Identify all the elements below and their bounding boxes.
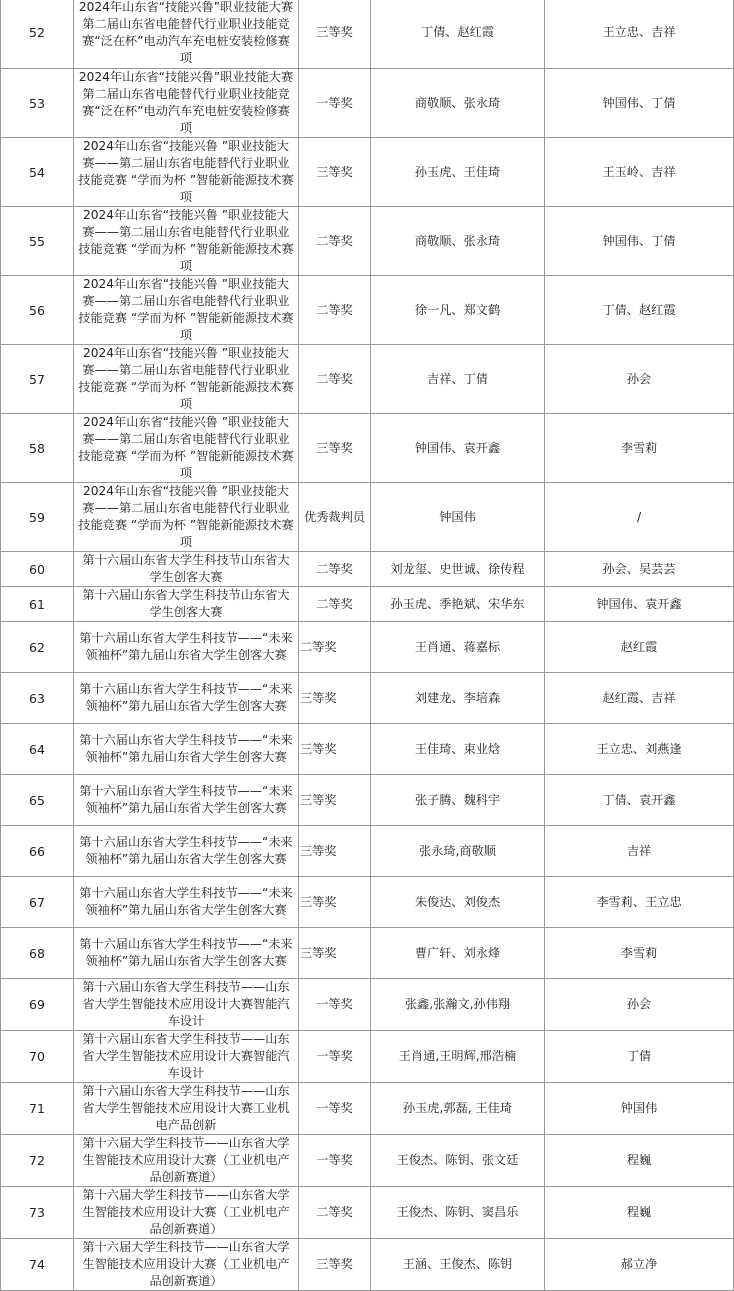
student-names: 刘龙玺、史世诚、徐传程	[371, 552, 545, 587]
advisor-names: 孙会	[545, 345, 734, 414]
table-row	[1, 207, 734, 276]
row-number: 63	[1, 673, 74, 724]
table-row	[1, 826, 734, 877]
competition-name: 第十六届山东省大学生科技节——“未来领袖杯”第九届山东省大学生创客大赛	[74, 724, 299, 775]
competition-name: 第十六届山东省大学生科技节——“未来领袖杯”第九届山东省大学生创客大赛	[74, 775, 299, 826]
competition-name: 第十六届山东省大学生科技节山东省大学生创客大赛	[74, 552, 299, 587]
advisor-names: 丁倩	[545, 1031, 734, 1083]
award-level: 三等奖	[299, 724, 371, 775]
table-row	[1, 1187, 734, 1239]
advisor-names: 赵红霞、吉祥	[545, 673, 734, 724]
student-names: 王涵、王俊杰、陈钥	[371, 1239, 545, 1291]
table-row	[1, 1031, 734, 1083]
table-row	[1, 0, 734, 69]
table-row	[1, 1083, 734, 1135]
competition-name: 第十六届大学生科技节——山东省大学生智能技术应用设计大赛（工业机电产品创新赛道）	[74, 1187, 299, 1239]
student-names: 商敬顺、张永琦	[371, 69, 545, 138]
table-row	[1, 69, 734, 138]
award-level: 一等奖	[299, 1135, 371, 1187]
advisor-names: 李雪莉	[545, 414, 734, 483]
table-row	[1, 673, 734, 724]
award-level: 三等奖	[299, 138, 371, 207]
competition-name: 2024年山东省“技能兴鲁 ”职业技能大赛——第二届山东省电能替代行业职业技能竞赛 “学而为杯 ”智能新能源技术赛项	[74, 138, 299, 207]
row-number: 53	[1, 69, 74, 138]
row-number: 74	[1, 1239, 74, 1291]
competition-name: 2024年山东省“技能兴鲁 ”职业技能大赛——第二届山东省电能替代行业职业技能竞赛 “学而为杯 ”智能新能源技术赛项	[74, 345, 299, 414]
table-row	[1, 483, 734, 552]
advisor-names: 钟国伟、袁开鑫	[545, 587, 734, 622]
competition-name: 第十六届山东省大学生科技节——“未来领袖杯”第九届山东省大学生创客大赛	[74, 928, 299, 979]
advisor-names: 郝立净	[545, 1239, 734, 1291]
advisor-names: 钟国伟	[545, 1083, 734, 1135]
advisor-names: 李雪莉	[545, 928, 734, 979]
advisor-names: 吉祥	[545, 826, 734, 877]
row-number: 68	[1, 928, 74, 979]
row-number: 73	[1, 1187, 74, 1239]
competition-name: 2024年山东省“技能兴鲁 ”职业技能大赛——第二届山东省电能替代行业职业技能竞赛 “学而为杯 ”智能新能源技术赛项	[74, 414, 299, 483]
award-level: 二等奖	[299, 345, 371, 414]
student-names: 钟国伟	[371, 483, 545, 552]
student-names: 张永琦,商敬顺	[371, 826, 545, 877]
award-level: 三等奖	[299, 826, 371, 877]
advisor-names: 丁倩、袁开鑫	[545, 775, 734, 826]
student-names: 王俊杰、陈钥、窦昌乐	[371, 1187, 545, 1239]
award-level: 二等奖	[299, 207, 371, 276]
competition-name: 第十六届山东省大学生科技节——山东省大学生智能技术应用设计大赛工业机电产品创新	[74, 1083, 299, 1135]
row-number: 52	[1, 0, 74, 69]
competition-name: 第十六届山东省大学生科技节——“未来领袖杯”第九届山东省大学生创客大赛	[74, 673, 299, 724]
table-row	[1, 414, 734, 483]
advisor-names: 孙会	[545, 979, 734, 1031]
award-level: 优秀裁判员	[299, 483, 371, 552]
award-level: 二等奖	[299, 622, 371, 673]
competition-name: 2024年山东省“技能兴鲁 ”职业技能大赛——第二届山东省电能替代行业职业技能竞赛 “学而为杯 ”智能新能源技术赛项	[74, 207, 299, 276]
advisor-names: 王玉岭、吉祥	[545, 138, 734, 207]
student-names: 孙玉虎、王佳琦	[371, 138, 545, 207]
award-level: 三等奖	[299, 414, 371, 483]
student-names: 商敬顺、张永琦	[371, 207, 545, 276]
row-number: 56	[1, 276, 74, 345]
student-names: 吉祥、丁倩	[371, 345, 545, 414]
award-level: 二等奖	[299, 552, 371, 587]
row-number: 60	[1, 552, 74, 587]
table-row	[1, 622, 734, 673]
student-names: 孙玉虎、季艳斌、宋华东	[371, 587, 545, 622]
student-names: 丁倩、赵红霞	[371, 0, 545, 69]
award-level: 一等奖	[299, 69, 371, 138]
row-number: 54	[1, 138, 74, 207]
student-names: 王肖通、蒋嘉标	[371, 622, 545, 673]
student-names: 刘建龙、李培森	[371, 673, 545, 724]
student-names: 徐一凡、郑文鹤	[371, 276, 545, 345]
table-row	[1, 724, 734, 775]
row-number: 57	[1, 345, 74, 414]
award-level: 三等奖	[299, 673, 371, 724]
table-row	[1, 138, 734, 207]
competition-name: 第十六届山东省大学生科技节山东省大学生创客大赛	[74, 587, 299, 622]
advisor-names: 程巍	[545, 1135, 734, 1187]
competition-name: 第十六届山东省大学生科技节——“未来领袖杯”第九届山东省大学生创客大赛	[74, 826, 299, 877]
row-number: 66	[1, 826, 74, 877]
competition-name: 2024年山东省“技能兴鲁”职业技能大赛第二届山东省电能替代行业职业技能竞赛“泛在杯”电动汽车充电桩安装检修赛项	[74, 69, 299, 138]
table-row	[1, 1135, 734, 1187]
award-level: 三等奖	[299, 775, 371, 826]
student-names: 王肖通,王明辉,邢浩楠	[371, 1031, 545, 1083]
advisor-names: 钟国伟、丁倩	[545, 69, 734, 138]
row-number: 71	[1, 1083, 74, 1135]
table-row	[1, 928, 734, 979]
advisor-names: 李雪莉、王立忠	[545, 877, 734, 928]
table-row	[1, 276, 734, 345]
award-level: 二等奖	[299, 587, 371, 622]
table-row	[1, 877, 734, 928]
competition-name: 第十六届山东省大学生科技节——山东省大学生智能技术应用设计大赛智能汽车设计	[74, 979, 299, 1031]
competition-name: 2024年山东省“技能兴鲁”职业技能大赛第二届山东省电能替代行业职业技能竞赛“泛在杯”电动汽车充电桩安装检修赛项	[74, 0, 299, 69]
award-level: 二等奖	[299, 1187, 371, 1239]
row-number: 59	[1, 483, 74, 552]
row-number: 64	[1, 724, 74, 775]
student-names: 曹广轩、刘永烽	[371, 928, 545, 979]
competition-name: 第十六届山东省大学生科技节——“未来领袖杯”第九届山东省大学生创客大赛	[74, 877, 299, 928]
table-row	[1, 587, 734, 622]
award-level: 三等奖	[299, 1239, 371, 1291]
row-number: 67	[1, 877, 74, 928]
row-number: 61	[1, 587, 74, 622]
award-level: 一等奖	[299, 1031, 371, 1083]
student-names: 朱俊达、刘俊杰	[371, 877, 545, 928]
competition-name: 第十六届山东省大学生科技节——山东省大学生智能技术应用设计大赛智能汽车设计	[74, 1031, 299, 1083]
competition-name: 2024年山东省“技能兴鲁 ”职业技能大赛——第二届山东省电能替代行业职业技能竞赛 “学而为杯 ”智能新能源技术赛项	[74, 483, 299, 552]
row-number: 58	[1, 414, 74, 483]
competition-name: 2024年山东省“技能兴鲁 ”职业技能大赛——第二届山东省电能替代行业职业技能竞赛 “学而为杯 ”智能新能源技术赛项	[74, 276, 299, 345]
award-level: 一等奖	[299, 979, 371, 1031]
competition-name: 第十六届大学生科技节——山东省大学生智能技术应用设计大赛（工业机电产品创新赛道）	[74, 1135, 299, 1187]
advisor-names: 王立忠、吉祥	[545, 0, 734, 69]
competition-name: 第十六届大学生科技节——山东省大学生智能技术应用设计大赛（工业机电产品创新赛道）	[74, 1239, 299, 1291]
table-row	[1, 979, 734, 1031]
row-number: 65	[1, 775, 74, 826]
student-names: 钟国伟、袁开鑫	[371, 414, 545, 483]
student-names: 孙玉虎,郭磊, 王佳琦	[371, 1083, 545, 1135]
table-row	[1, 775, 734, 826]
row-number: 69	[1, 979, 74, 1031]
student-names: 张鑫,张瀚文,孙伟翔	[371, 979, 545, 1031]
row-number: 62	[1, 622, 74, 673]
advisor-names: 赵红霞	[545, 622, 734, 673]
advisor-names: 王立忠、刘燕逢	[545, 724, 734, 775]
row-number: 72	[1, 1135, 74, 1187]
advisor-names: /	[545, 483, 734, 552]
student-names: 王佳琦、束业焓	[371, 724, 545, 775]
competition-name: 第十六届山东省大学生科技节——“未来领袖杯”第九届山东省大学生创客大赛	[74, 622, 299, 673]
award-level: 一等奖	[299, 1083, 371, 1135]
award-level: 三等奖	[299, 0, 371, 69]
student-names: 张子腾、魏科宇	[371, 775, 545, 826]
advisor-names: 孙会、吴芸芸	[545, 552, 734, 587]
award-table-body	[1, 0, 734, 1291]
table-row	[1, 552, 734, 587]
award-level: 二等奖	[299, 276, 371, 345]
advisor-names: 丁倩、赵红霞	[545, 276, 734, 345]
award-level: 三等奖	[299, 877, 371, 928]
award-level: 三等奖	[299, 928, 371, 979]
advisor-names: 程巍	[545, 1187, 734, 1239]
advisor-names: 钟国伟、丁倩	[545, 207, 734, 276]
student-names: 王俊杰、陈钥、张文廷	[371, 1135, 545, 1187]
row-number: 70	[1, 1031, 74, 1083]
row-number: 55	[1, 207, 74, 276]
table-row	[1, 345, 734, 414]
